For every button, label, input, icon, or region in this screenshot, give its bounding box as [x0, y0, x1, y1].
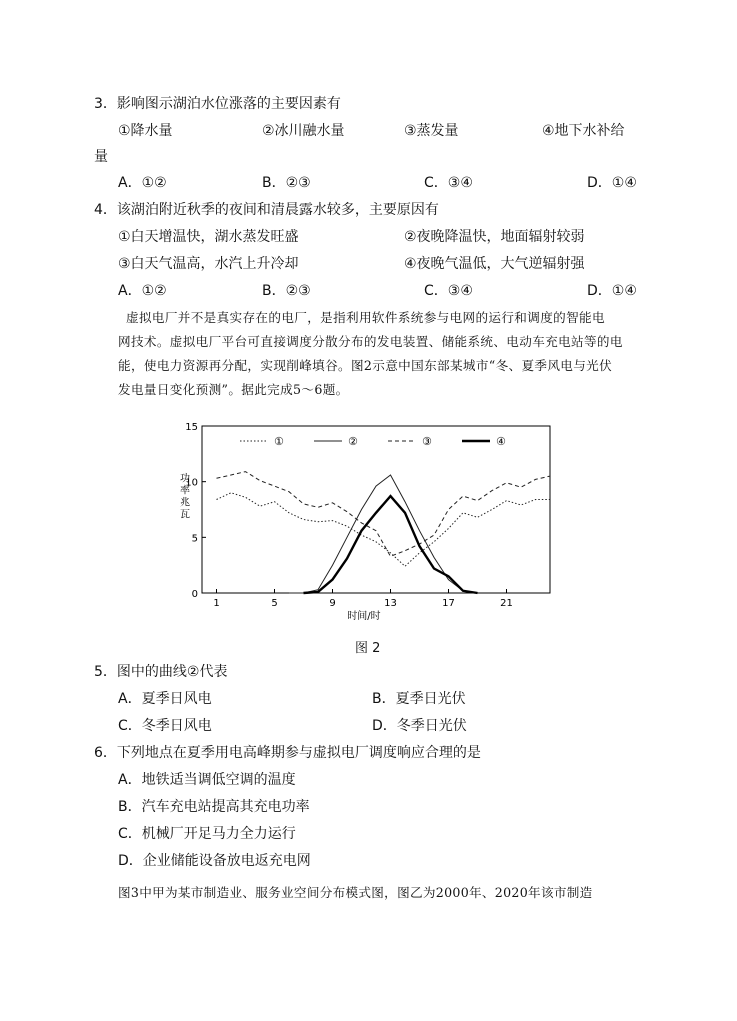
q6-choice-b: B．汽车充电站提高其充电功率: [118, 799, 310, 815]
q4-item-4: ④夜晚气温低，大气逆辐射强: [404, 256, 585, 272]
power-chart: [170, 418, 570, 628]
q4-choice-b: B．②③: [262, 283, 311, 299]
q6-choice-a: A．地铁适当调低空调的温度: [118, 772, 296, 788]
q6-stem: 6．下列地点在夏季用电高峰期参与虚拟电厂调度响应合理的是: [94, 745, 481, 761]
q4-choice-a: A．①②: [118, 283, 167, 299]
x-tick-label: 9: [329, 598, 336, 609]
x-tick-label: 1: [213, 598, 220, 609]
passage-line-4: 发电量日变化预测”。据此完成5～6题。: [118, 382, 349, 397]
q4-choice-c: C．③④: [424, 283, 473, 299]
q5-choice-a: A．夏季日风电: [118, 691, 212, 707]
q4-item-3: ③白天气温高，水汽上升冷却: [118, 256, 299, 272]
q5-stem: 5．图中的曲线②代表: [94, 664, 228, 680]
q3-item-2: ②冰川融水量: [262, 123, 345, 139]
series-line-4: [304, 496, 478, 593]
q3-item-3: ③蒸发量: [404, 123, 459, 139]
q4-stem: 4．该湖泊附近秋季的夜间和清晨露水较多，主要原因有: [94, 202, 439, 218]
q6-choice-c: C．机械厂开足马力全力运行: [118, 826, 296, 842]
y-tick-label: 10: [185, 477, 198, 489]
footer-passage: 图3中甲为某市制造业、服务业空间分布模式图，图乙为2000年、2020年该市制造: [118, 885, 593, 900]
y-tick-label: 5: [191, 533, 198, 545]
x-tick-label: 13: [384, 598, 397, 609]
q3-choice-d: D．①④: [587, 175, 637, 191]
x-tick-label: 21: [500, 598, 513, 609]
y-tick-label: 15: [185, 422, 198, 433]
legend-label-4: ④: [496, 435, 506, 448]
x-tick-label: 17: [442, 598, 455, 609]
figure-caption: 图 2: [355, 641, 381, 656]
legend-label-2: ②: [348, 435, 358, 448]
q4-choice-d: D．①④: [587, 283, 637, 299]
legend-label-1: ①: [274, 435, 284, 448]
q5-choice-c: C．冬季日风电: [118, 718, 212, 734]
plot-frame: [202, 426, 550, 593]
passage: [118, 306, 638, 402]
q3-item-wrap: 量: [94, 149, 108, 165]
x-tick-label: 5: [271, 598, 278, 609]
q3-item-4: ④地下水补给: [542, 123, 625, 139]
q3-choice-a: A．①②: [118, 175, 167, 191]
legend-label-3: ③: [422, 435, 432, 448]
q6-choice-d: D．企业储能设备放电返充电网: [118, 853, 311, 869]
series-line-2: [289, 475, 478, 593]
q5-choice-d: D．冬季日光伏: [372, 718, 467, 734]
y-axis-label: 功率兆瓦: [180, 473, 190, 521]
y-tick-label: 0: [191, 589, 198, 600]
series-line-3: [217, 472, 551, 557]
passage-line-3: 能，使电力资源再分配，实现削峰填谷。图2示意中国东部某城市“冬、夏季风电与光伏: [118, 358, 613, 373]
q4-item-2: ②夜晚降温快，地面辐射较弱: [404, 229, 585, 245]
passage-line-1: 虚拟电厂并不是真实存在的电厂，是指利用软件系统参与电网的运行和调度的智能电: [126, 310, 605, 325]
passage-line-2: 网技术。虚拟电厂平台可直接调度分散分布的发电装置、储能系统、电动车充电站等的电: [118, 334, 623, 349]
q3-stem: 3．影响图示湖泊水位涨落的主要因素有: [94, 96, 341, 112]
q3-item-1: ①降水量: [118, 123, 173, 139]
q4-item-1: ①白天增温快，湖水蒸发旺盛: [118, 229, 299, 245]
q3-choice-c: C．③④: [424, 175, 473, 191]
q3-choice-b: B．②③: [262, 175, 311, 191]
x-axis-label: 时间/时: [347, 611, 381, 622]
q5-choice-b: B．夏季日光伏: [372, 691, 466, 707]
